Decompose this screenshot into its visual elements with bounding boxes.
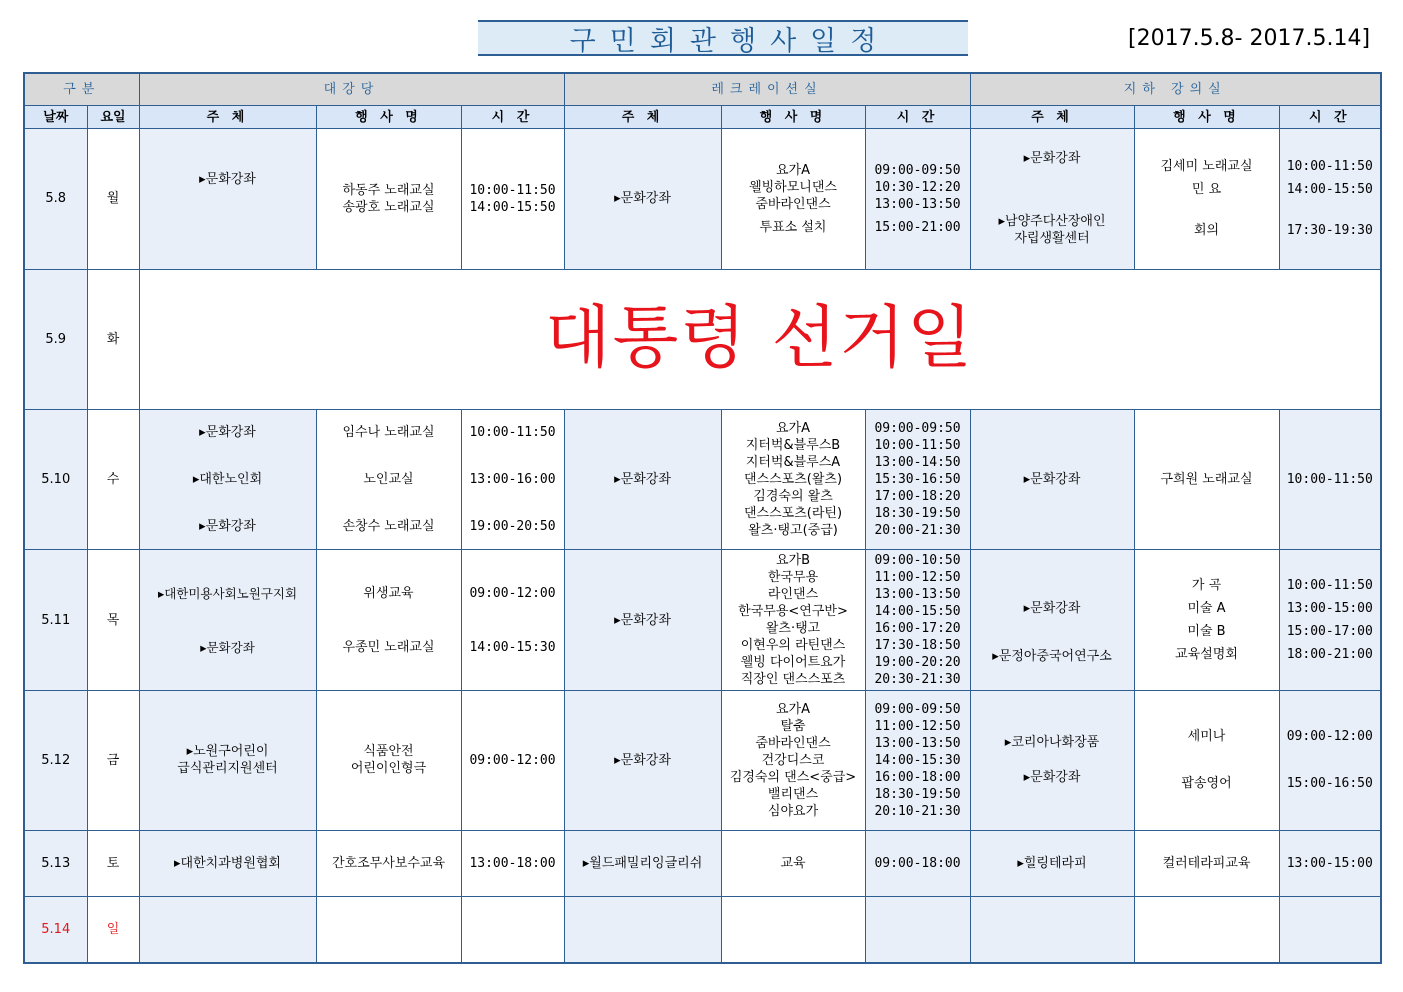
time-text: 18:30-19:50 — [874, 506, 961, 522]
schedule-table — [23, 72, 1382, 964]
time-text: 15:30-16:50 — [874, 472, 961, 488]
rec-host-cell — [564, 897, 721, 963]
time-text: 14:00-15:50 — [469, 199, 556, 215]
b-event-cell — [1134, 409, 1279, 549]
event-text: 댄스스포츠(라틴) — [743, 506, 843, 522]
day-cell: 목 — [87, 550, 139, 690]
time-text: 09:00-09:50 — [874, 421, 961, 437]
date-cell: 5.10 — [24, 409, 87, 549]
day-col-header: 요일 — [87, 106, 139, 129]
hall-time-cell — [461, 550, 564, 690]
date-col-header: 날짜 — [24, 106, 87, 129]
hall-time-cell — [461, 690, 564, 830]
event-text: 세미나 — [1187, 729, 1226, 745]
host-text: ▸노원구어린이 — [186, 744, 269, 760]
rec-header: 레크레이션실 — [564, 73, 970, 106]
event-text: 위생교육 — [363, 585, 414, 601]
time-text: 20:10-21:30 — [874, 803, 961, 819]
event-text: 지터벅&블루스A — [745, 455, 841, 471]
time-text: 13:00-13:50 — [874, 587, 961, 602]
event-text: 한국무용 — [767, 570, 819, 585]
time-text: 10:00-11:50 — [1286, 472, 1373, 488]
event-text: 김세미 노래교실 — [1160, 159, 1253, 175]
hall-host-cell — [139, 897, 316, 963]
spacer — [462, 602, 564, 639]
time-text: 14:00-15:50 — [1286, 182, 1373, 198]
event-text: 라인댄스 — [767, 587, 819, 602]
event-text: 투표소 설치 — [759, 219, 827, 235]
day-cell: 수 — [87, 409, 139, 549]
event-text: 손창수 노래교실 — [342, 519, 435, 535]
event-text: 김경숙의 댄스<중급> — [729, 769, 857, 785]
spacer — [1135, 745, 1279, 775]
b-host-cell: ▸힐링테라피 — [970, 831, 1134, 897]
host-text: ▸문화강좌 — [199, 519, 256, 535]
holiday-label: 대통령 선거일 — [544, 299, 975, 379]
event-text: 요가A — [776, 421, 811, 437]
gubun-header: 구분 — [24, 73, 139, 106]
host-text: ▸문화강좌 — [1023, 770, 1081, 786]
rec-time-cell — [865, 129, 970, 269]
host-text: ▸코리아나화장품 — [1004, 735, 1100, 751]
event-text: 직장인 댄스스포츠 — [740, 672, 846, 687]
time-text: 09:00-12:00 — [469, 752, 556, 768]
holiday-cell — [139, 269, 1381, 409]
time-text: 17:30-19:30 — [1286, 223, 1373, 239]
spacer — [140, 602, 316, 639]
host-text: ▸대한미용사회노원구지회 — [157, 585, 298, 601]
event-text: 심야요가 — [767, 803, 819, 819]
time-text: 10:00-11:50 — [874, 438, 961, 454]
time-text: 20:30-21:30 — [874, 672, 961, 687]
time-text: 14:00-15:50 — [874, 604, 961, 619]
spacer — [971, 617, 1134, 648]
day-cell: 금 — [87, 690, 139, 830]
spacer — [971, 167, 1134, 213]
spacer — [462, 488, 564, 518]
host-text: ▸문화강좌 — [614, 752, 671, 768]
b-event-header: 행 사 명 — [1134, 106, 1279, 129]
event-text: 왈츠·탱고(중급) — [748, 523, 838, 539]
b-event-cell — [1134, 690, 1279, 830]
event-text: 어린이인형극 — [350, 761, 427, 777]
event-text: 지터벅&블루스B — [745, 438, 841, 454]
title-box — [478, 20, 968, 56]
date-cell: 5.8 — [24, 129, 87, 269]
b-time-cell — [1279, 550, 1381, 690]
b-host-cell — [970, 129, 1134, 269]
time-text: 13:00-13:50 — [874, 196, 961, 212]
rec-event-cell: 교육 — [721, 831, 865, 897]
rec-event-header: 행 사 명 — [721, 106, 865, 129]
rec-host-cell — [564, 690, 721, 830]
host-text: ▸문화강좌 — [1023, 600, 1081, 616]
event-text: 밸리댄스 — [767, 786, 819, 802]
spacer — [140, 488, 316, 518]
page-title: 구민회관행사일정 — [569, 25, 891, 57]
time-text: 17:00-18:20 — [874, 489, 961, 505]
event-text: 회의 — [1193, 223, 1220, 239]
basement-header: 지하 강의실 — [970, 73, 1381, 106]
hall-time-cell — [461, 409, 564, 549]
date-cell: 5.9 — [24, 269, 87, 409]
date-cell: 5.12 — [24, 690, 87, 830]
b-time-cell — [1279, 690, 1381, 830]
time-text: 11:00-12:50 — [874, 570, 961, 585]
time-text: 10:00-11:50 — [1286, 578, 1373, 593]
time-text: 09:00-09:50 — [874, 162, 961, 178]
spacer — [1280, 198, 1381, 222]
time-text: 10:00-11:50 — [1286, 159, 1373, 175]
date-cell: 5.14 — [24, 897, 87, 963]
hall-host-cell — [139, 409, 316, 549]
b-time-header: 시 간 — [1279, 106, 1381, 129]
b-host-header: 주 체 — [970, 106, 1134, 129]
host-text: ▸문화강좌 — [199, 425, 256, 441]
host-text: ▸남양주다산장애인 — [998, 214, 1106, 230]
table-row — [24, 550, 1381, 690]
rec-host-header: 주 체 — [564, 106, 721, 129]
time-text: 10:00-11:50 — [469, 182, 556, 198]
hall-time-cell — [461, 129, 564, 269]
event-text: 식품안전 — [363, 744, 414, 760]
rec-time-cell — [865, 550, 970, 690]
event-text: 미술 A — [1187, 601, 1226, 616]
event-text: 교육설명회 — [1175, 647, 1238, 662]
spacer — [1135, 198, 1279, 222]
event-text: 댄스스포츠(왈츠) — [743, 472, 843, 488]
table-row — [24, 129, 1381, 269]
event-text: 이현우의 라틴댄스 — [740, 638, 846, 653]
event-text: 웰빙 다이어트요가 — [740, 655, 846, 670]
b-event-cell — [1134, 897, 1279, 963]
rec-time-cell — [865, 690, 970, 830]
table-row — [24, 831, 1381, 897]
host-text: 자립생활센터 — [1014, 231, 1090, 247]
hall-event-cell — [316, 690, 461, 830]
event-text: 우종민 노래교실 — [342, 639, 435, 655]
spacer — [317, 602, 461, 639]
day-cell: 월 — [87, 129, 139, 269]
rec-host-cell — [564, 550, 721, 690]
host-text: ▸문화강좌 — [1023, 472, 1081, 488]
host-text: ▸문정아중국어연구소 — [992, 648, 1112, 664]
hall-event-cell — [316, 897, 461, 963]
time-text: 09:00-12:00 — [1286, 729, 1373, 745]
event-text: 송광호 노래교실 — [342, 199, 435, 215]
event-text: 요가A — [776, 162, 811, 178]
time-text: 18:00-21:00 — [1286, 647, 1373, 662]
hall-event-header: 행 사 명 — [316, 106, 461, 129]
b-host-cell — [970, 897, 1134, 963]
header-row-2 — [24, 106, 1381, 129]
rec-event-cell — [721, 690, 865, 830]
b-event-cell: 컬러테라피교육 — [1134, 831, 1279, 897]
event-text: 웰빙하모니댄스 — [749, 179, 837, 195]
time-text: 18:30-19:50 — [874, 786, 961, 802]
host-text: 급식관리지원센터 — [177, 761, 278, 777]
day-cell: 일 — [87, 897, 139, 963]
table-row — [24, 409, 1381, 549]
time-text: 13:00-16:00 — [469, 472, 556, 488]
b-host-cell — [970, 409, 1134, 549]
b-event-cell — [1134, 550, 1279, 690]
spacer — [1280, 745, 1381, 775]
b-time-cell — [1279, 129, 1381, 269]
table-row — [24, 897, 1381, 963]
date-cell: 5.13 — [24, 831, 87, 897]
spacer — [462, 441, 564, 471]
rec-time-cell: 09:00-18:00 — [865, 831, 970, 897]
event-text: 요가A — [776, 701, 811, 717]
day-cell: 화 — [87, 269, 139, 409]
b-time-cell — [1279, 409, 1381, 549]
time-text: 09:00-12:00 — [469, 585, 556, 601]
rec-host-cell: ▸월드패밀리잉글리쉬 — [564, 831, 721, 897]
event-text: 팝송영어 — [1181, 776, 1232, 792]
header-row-1 — [24, 73, 1381, 106]
rec-host-cell — [564, 129, 721, 269]
hall-host-cell: ▸대한치과병원협회 — [139, 831, 316, 897]
rec-event-cell — [721, 897, 865, 963]
event-text: 줌바라인댄스 — [755, 735, 831, 751]
host-text: ▸문화강좌 — [614, 191, 671, 207]
spacer — [140, 441, 316, 471]
rec-event-cell — [721, 129, 865, 269]
hall-time-cell — [461, 897, 564, 963]
time-text: 19:00-20:50 — [469, 519, 556, 535]
time-text: 15:00-21:00 — [874, 219, 961, 235]
event-text: 임수나 노래교실 — [342, 425, 435, 441]
time-text: 09:00-10:50 — [874, 553, 961, 568]
event-text: 건강디스코 — [761, 752, 825, 768]
time-text: 17:30-18:50 — [874, 638, 961, 653]
time-text: 13:00-14:50 — [874, 455, 961, 471]
time-text: 20:00-21:30 — [874, 523, 961, 539]
time-text: 16:00-18:00 — [874, 769, 961, 785]
spacer — [971, 751, 1134, 769]
time-text: 10:30-12:20 — [874, 179, 961, 195]
spacer — [317, 441, 461, 471]
b-host-cell — [970, 690, 1134, 830]
table-row — [24, 690, 1381, 830]
time-text: 14:00-15:30 — [469, 639, 556, 655]
rec-time-cell — [865, 409, 970, 549]
date-cell: 5.11 — [24, 550, 87, 690]
time-text: 11:00-12:50 — [874, 718, 961, 734]
event-text: 노인교실 — [363, 472, 414, 488]
hall-event-cell — [316, 409, 461, 549]
event-text: 탈춤 — [780, 718, 806, 734]
host-text: ▸문화강좌 — [614, 612, 671, 628]
spacer — [317, 488, 461, 518]
hall-event-cell — [316, 129, 461, 269]
host-text: ▸문화강좌 — [200, 639, 255, 655]
event-text: 구희원 노래교실 — [1160, 472, 1253, 488]
time-text: 13:00-13:50 — [874, 735, 961, 751]
host-text: ▸대한노인회 — [192, 472, 263, 488]
hall-host-cell — [139, 550, 316, 690]
day-cell: 토 — [87, 831, 139, 897]
event-text: 미술 B — [1187, 624, 1226, 639]
hall-host-header: 주 체 — [139, 106, 316, 129]
event-text: 한국무용<연구반> — [738, 604, 848, 619]
time-text: 14:00-15:30 — [874, 752, 961, 768]
event-text: 민 요 — [1191, 182, 1222, 198]
event-text: 줌바라인댄스 — [755, 196, 831, 212]
hall-time-cell: 13:00-18:00 — [461, 831, 564, 897]
rec-time-cell — [865, 897, 970, 963]
hall-event-cell: 간호조무사보수교육 — [316, 831, 461, 897]
time-text: 10:00-11:50 — [469, 425, 556, 441]
event-text: 하동주 노래교실 — [342, 182, 435, 198]
hall-host-cell — [139, 129, 316, 269]
table-row — [24, 269, 1381, 409]
time-text: 13:00-15:00 — [1286, 601, 1373, 616]
spacer — [971, 576, 1134, 600]
b-time-cell — [1279, 897, 1381, 963]
time-text: 19:00-20:20 — [874, 655, 961, 670]
hall-event-cell — [316, 550, 461, 690]
hall-host-cell — [139, 690, 316, 830]
time-text: 09:00-09:50 — [874, 701, 961, 717]
host-text: ▸문화강좌 — [1023, 151, 1081, 167]
event-text: 왈츠·탱고 — [765, 621, 821, 636]
time-text: 15:00-17:00 — [1286, 624, 1373, 639]
event-text: 김경숙의 왈츠 — [753, 489, 833, 505]
event-text: 가 곡 — [1191, 578, 1222, 593]
time-text: 16:00-17:20 — [874, 621, 961, 636]
rec-event-cell — [721, 409, 865, 549]
rec-event-cell — [721, 550, 865, 690]
date-range: [2017.5.8- 2017.5.14] — [1128, 26, 1371, 51]
rec-time-header: 시 간 — [865, 106, 970, 129]
hall-time-header: 시 간 — [461, 106, 564, 129]
rec-host-cell — [564, 409, 721, 549]
b-time-cell: 13:00-15:00 — [1279, 831, 1381, 897]
time-text: 15:00-16:50 — [1286, 776, 1373, 792]
b-event-cell — [1134, 129, 1279, 269]
hall-header: 대강당 — [139, 73, 564, 106]
b-host-cell — [970, 550, 1134, 690]
event-text: 요가B — [775, 553, 811, 568]
host-text: ▸문화강좌 — [614, 472, 671, 488]
host-text: ▸문화강좌 — [199, 172, 256, 188]
